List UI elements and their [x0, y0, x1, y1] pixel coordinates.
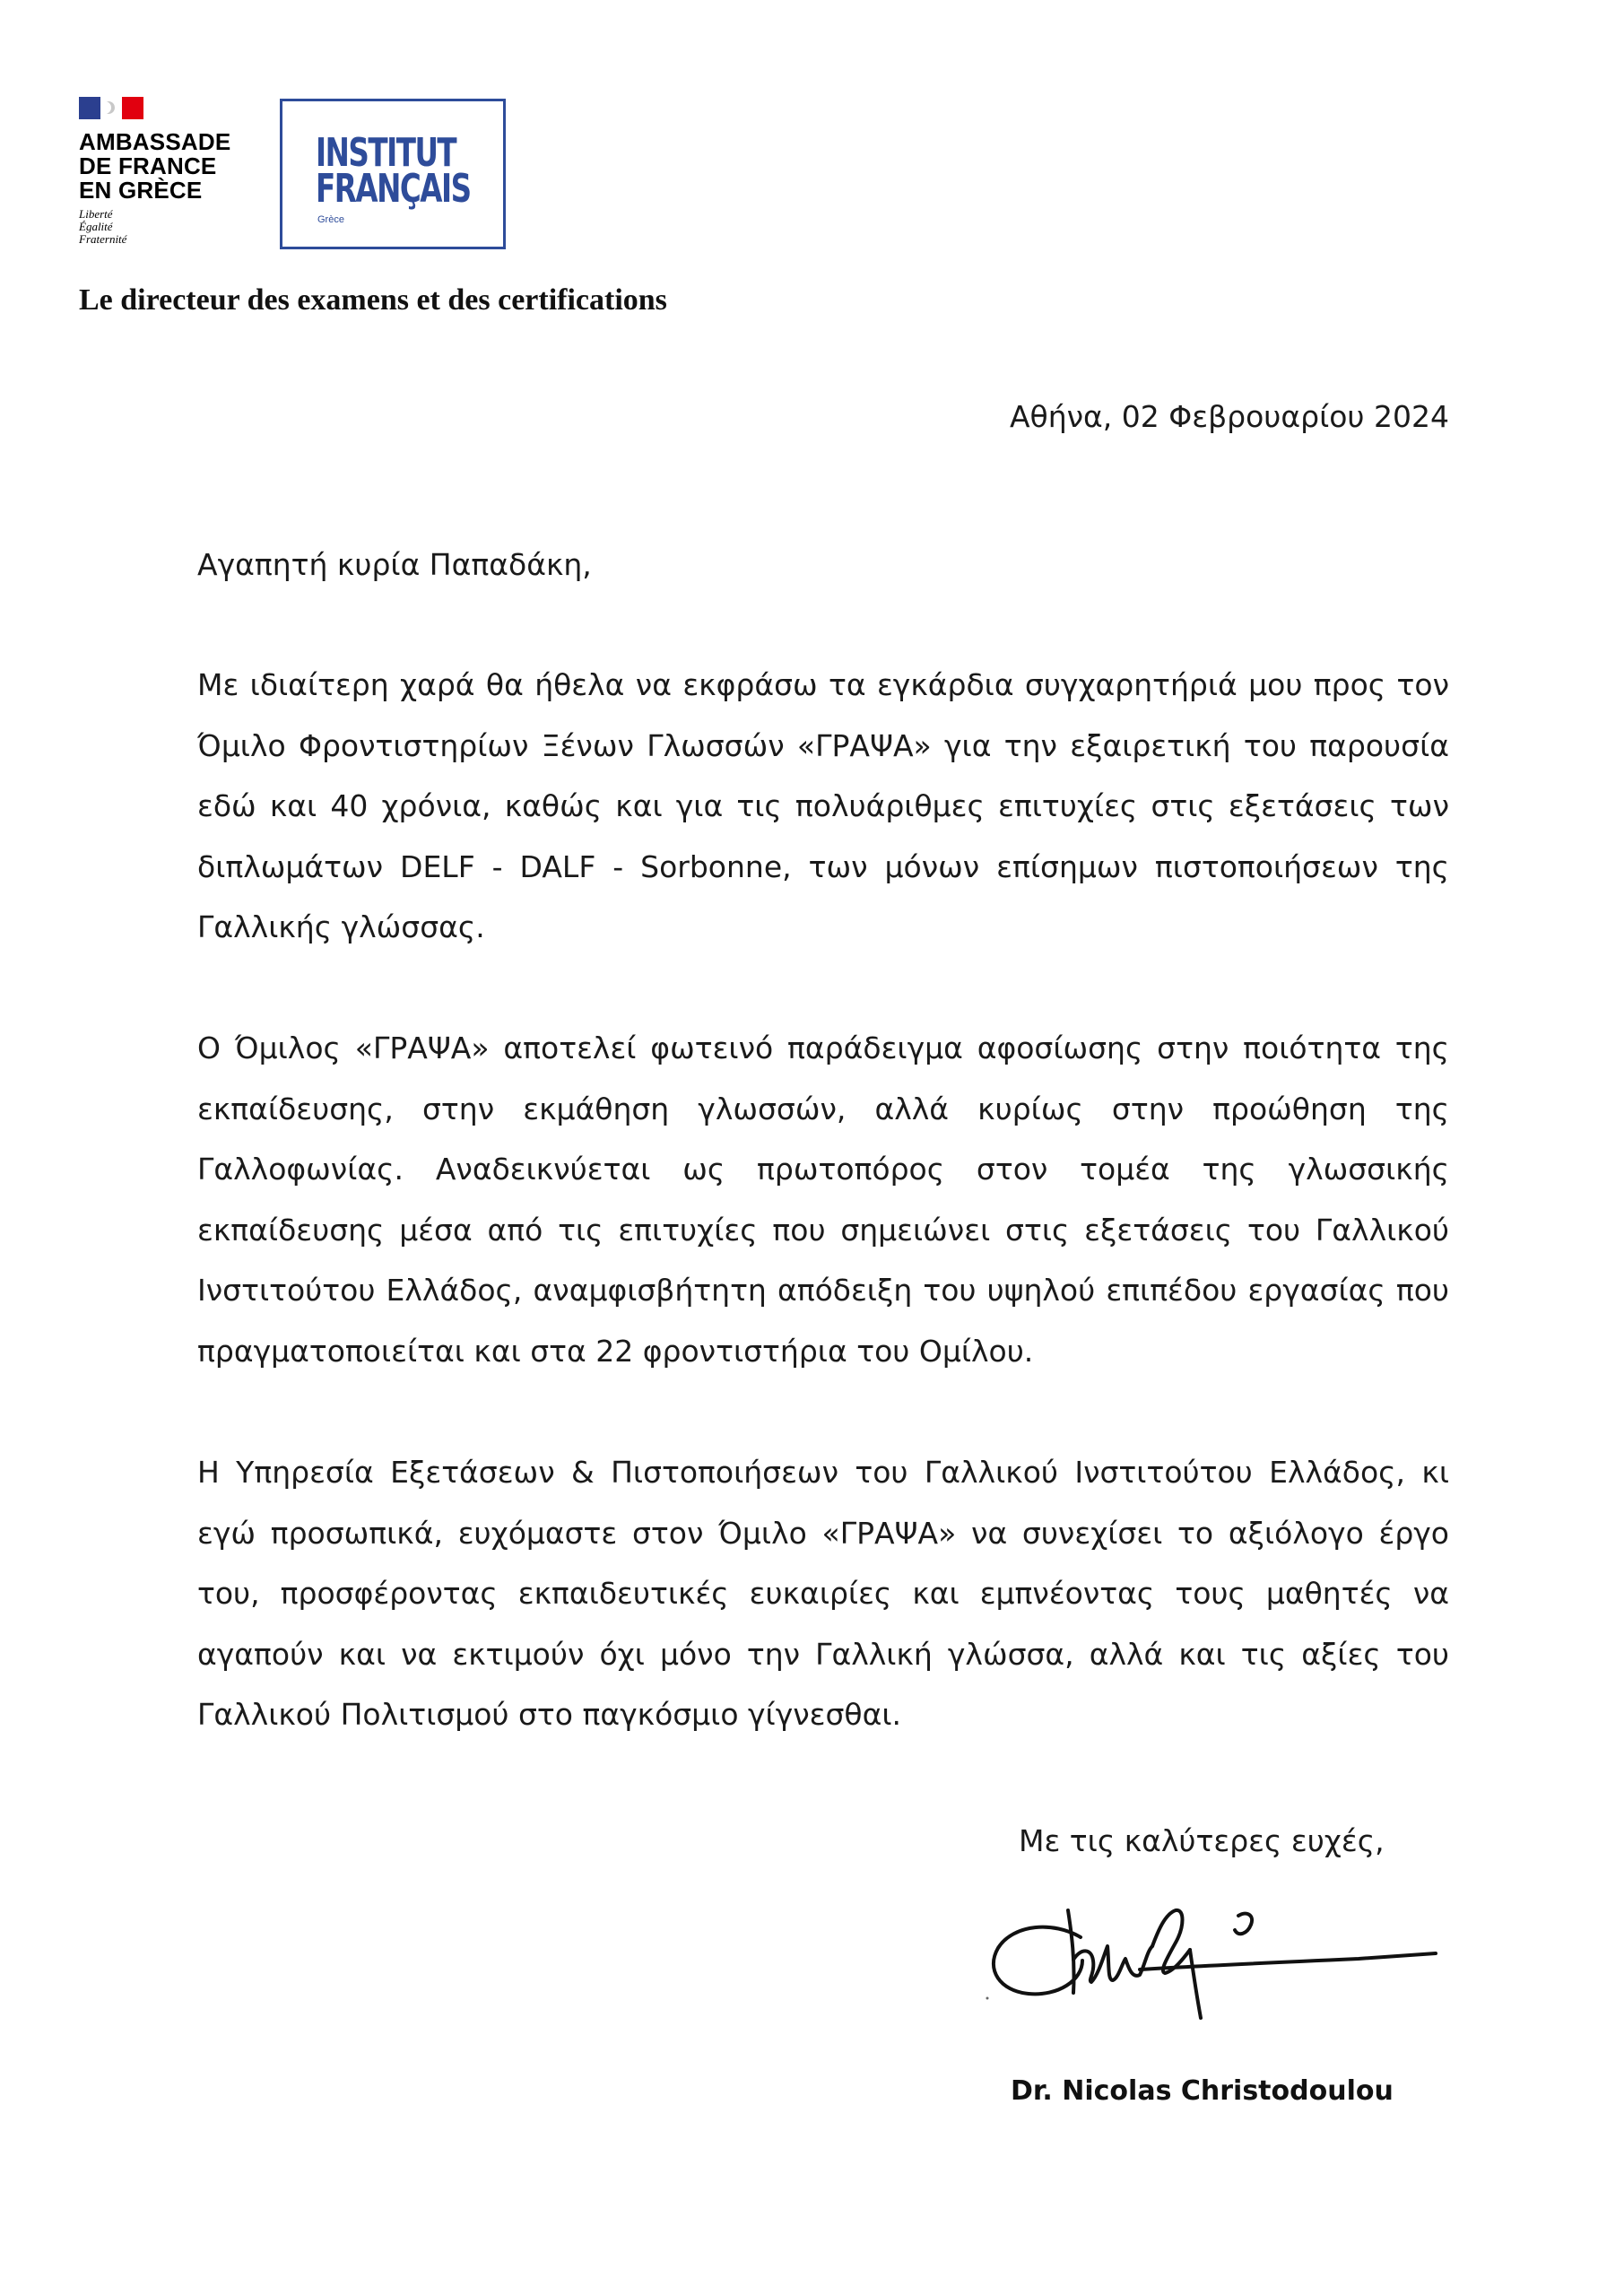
motto-egalite: Égalité [79, 220, 113, 233]
republic-motto [79, 208, 267, 246]
director-title: Le directeur des examens et des certifications [79, 283, 667, 317]
letter-date: Αθήνα, 02 Φεβρουαρίου 2024 [1009, 399, 1449, 434]
letter-paragraph-3: Η Υπηρεσία Εξετάσεων & Πιστοποιήσεων του Γαλλικού Ινστιτούτου Ελλάδος, κι εγώ προσωπικά, ευχόμαστε στον Όμιλο «ΓΡΑΨΑ» να συνεχίσει το αξιόλογο έργο του, προσφέροντας εκπαιδευτικές ευκαιρίες και εμπνέοντας τους μαθητές να αγαπούν και να εκτιμούν όχι μόνο την Γαλλική γλώσσα, αλλά και τις αξίες του Γαλλικού Πολιτισμού στο παγκόσμιο γίγνεσθαι. [197, 1455, 1449, 1732]
motto-liberte: Liberté [79, 207, 113, 221]
signer-name: Dr. Nicolas Christodoulou [1011, 2075, 1394, 2107]
institut-logo-country: Grèce [317, 214, 344, 225]
embassy-name-line-2: DE FRANCE [79, 152, 217, 179]
motto-fraternite: Fraternité [79, 232, 127, 246]
french-flag-icon [79, 97, 143, 119]
institut-logo-line-1: INSTITUT [316, 130, 456, 176]
handwritten-signature [982, 1874, 1448, 2036]
letter-paragraph-2: Ο Όμιλος «ΓΡΑΨΑ» αποτελεί φωτεινό παράδειγμα αφοσίωσης στην ποιότητα της εκπαίδευσης, στην εκμάθηση γλωσσών, αλλά κυρίως στην προώθηση της Γαλλοφωνίας. Αναδεικνύεται ως πρωτοπόρος στον τομέα της γλωσσικής εκπαίδευσης μέσα από τις επιτυχίες που σημειώνει στις εξετάσεις του Γαλλικού Ινστιτούτου Ελλάδος, αναμφισβήτητη απόδειξη του υψηλού επιπέδου εργασίας που πραγματοποιείται και στα 22 φροντιστήρια του Ομίλου. [197, 1030, 1449, 1369]
institut-francais-logo [280, 99, 506, 249]
letter-closing: Με τις καλύτερες ευχές, [1019, 1823, 1385, 1858]
letter-paragraph-1: Με ιδιαίτερη χαρά θα ήθελα να εκφράσω τα εγκάρδια συγχαρητήριά μου προς τον Όμιλο Φροντιστηρίων Ξένων Γλωσσών «ΓΡΑΨΑ» για την εξαιρετική του παρουσία εδώ και 40 χρόνια, καθώς και για τις πολυάριθμες επιτυχίες στις εξετάσεις των διπλωμάτων DELF - DALF - Sorbonne, των μόνων επίσημων πιστοποιήσεων της Γαλλικής γλώσσας. [197, 667, 1449, 944]
embassy-logo [79, 97, 267, 246]
embassy-name-line-1: AMBASSADE [79, 128, 231, 155]
institut-logo-line-2: FRANÇAIS [316, 166, 471, 212]
letter-salutation: Αγαπητή κυρία Παπαδάκη, [197, 547, 592, 582]
embassy-name-line-3: EN GRÈCE [79, 177, 203, 204]
